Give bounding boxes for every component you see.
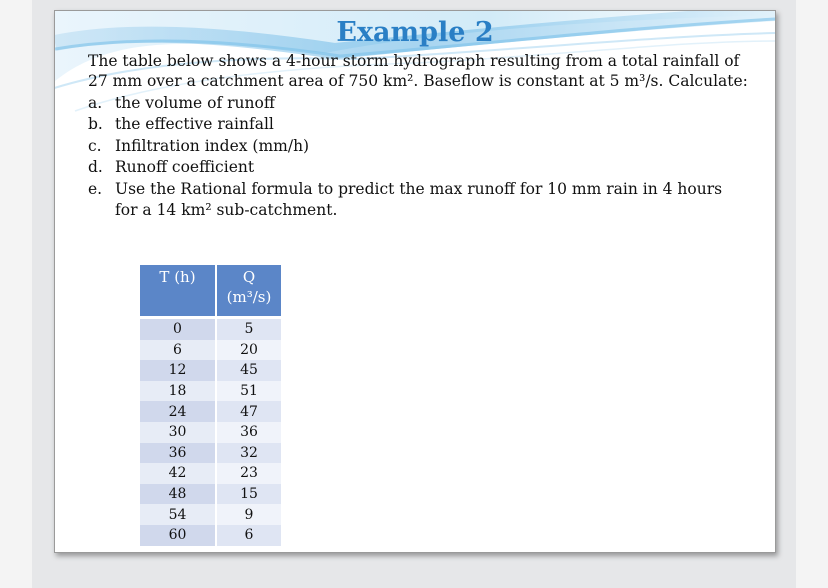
- time-cell: 6: [140, 340, 217, 361]
- question-item: c. Infiltration index (mm/h): [88, 136, 310, 155]
- discharge-cell: 15: [217, 484, 281, 505]
- time-cell: 18: [140, 381, 217, 402]
- question-list: [88, 93, 748, 221]
- discharge-cell: 6: [217, 525, 281, 546]
- table-header-row: [140, 265, 281, 319]
- slide-title: Example 2: [336, 17, 494, 48]
- slide: [54, 10, 776, 553]
- discharge-cell: 45: [217, 360, 281, 381]
- time-cell: 60: [140, 525, 217, 546]
- hydrograph-table: [140, 265, 281, 546]
- table-row: [140, 422, 281, 443]
- table-row: [140, 443, 281, 464]
- table-row: [140, 319, 281, 340]
- discharge-cell: 51: [217, 381, 281, 402]
- header-discharge: Q (m³/s): [217, 265, 281, 319]
- header-time: T (h): [140, 265, 217, 319]
- discharge-cell: 9: [217, 504, 281, 525]
- table-row: [140, 340, 281, 361]
- time-cell: 24: [140, 401, 217, 422]
- question-item: b. the effective rainfall: [88, 115, 274, 134]
- time-cell: 0: [140, 319, 217, 340]
- question-item: a. the volume of runoff: [88, 94, 275, 112]
- time-cell: 48: [140, 484, 217, 505]
- table-row: [140, 360, 281, 381]
- table-row: [140, 525, 281, 546]
- discharge-cell: 5: [217, 319, 281, 340]
- question-item: e. Use the Rational formula to predict the max runoff for 10 mm rain in 4 hours for a 14 km² sub-catchment.: [88, 179, 723, 220]
- table-row: [140, 381, 281, 402]
- time-cell: 36: [140, 443, 217, 464]
- discharge-cell: 20: [217, 340, 281, 361]
- time-cell: 30: [140, 422, 217, 443]
- question-item: d. Runoff coefficient: [88, 158, 255, 177]
- problem-statement: The table below shows a 4-hour storm hydrograph resulting from a total rainfall of 27 mm over a catchment area of 750 km². Baseflow is constant at 5 m³/s. Calculate:: [88, 52, 748, 90]
- discharge-cell: 47: [217, 401, 281, 422]
- discharge-cell: 36: [217, 422, 281, 443]
- table-row: [140, 504, 281, 525]
- table-row: [140, 463, 281, 484]
- time-cell: 12: [140, 360, 217, 381]
- discharge-cell: 23: [217, 463, 281, 484]
- table-row: [140, 484, 281, 505]
- table-row: [140, 401, 281, 422]
- discharge-cell: 32: [217, 443, 281, 464]
- time-cell: 42: [140, 463, 217, 484]
- time-cell: 54: [140, 504, 217, 525]
